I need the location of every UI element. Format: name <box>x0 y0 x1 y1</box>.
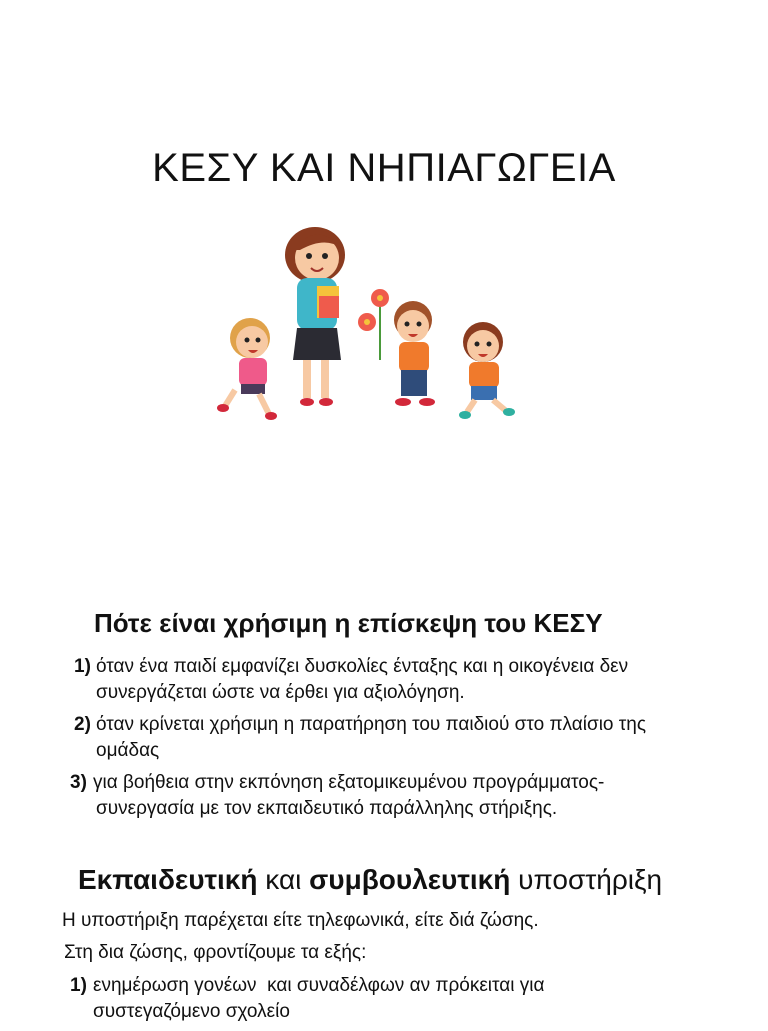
in-person-list <box>0 973 544 1031</box>
in-person-intro-text: Στη δια ζώσης, φροντίζουμε τα εξής: <box>64 942 367 963</box>
item-number: 2) <box>74 714 91 735</box>
list-item <box>0 973 544 1025</box>
boy-figure <box>358 289 435 406</box>
list-item <box>0 712 646 764</box>
heading-conjunction: και <box>257 864 310 895</box>
heading-bold-counseling: συμβουλευτική <box>309 864 511 895</box>
teacher-children-illustration <box>205 210 540 440</box>
item-text-line: συνεργασία με τον εκπαιδευτικό παράλληλης στήριξης. <box>96 798 558 819</box>
item-number: 1) <box>70 975 87 996</box>
item-text-line: συστεγαζόμενο σχολείο <box>93 1001 290 1022</box>
heading-end: υποστήριξη <box>510 864 663 895</box>
heading-bold-educational: Εκπαιδευτική <box>78 864 258 895</box>
section-heading-support <box>78 864 662 896</box>
girl-right-figure <box>459 322 515 419</box>
item-text-line: για βοήθεια στην εκπόνηση εξατομικευμένου προγράμματος- <box>93 772 605 793</box>
when-useful-list <box>0 654 646 828</box>
support-method-text: Η υποστήριξη παρέχεται είτε τηλεφωνικά, είτε διά ζώσης. <box>62 910 539 931</box>
page-title: ΚΕΣΥ ΚΑΙ ΝΗΠΙΑΓΩΓΕΙΑ <box>152 146 616 190</box>
item-text-line: ενημέρωση γονέων και συναδέλφων αν πρόκειται για <box>93 975 545 996</box>
item-number: 3) <box>70 772 87 793</box>
section-heading-when-useful: Πότε είναι χρήσιμη η επίσκεψη του ΚΕΣΥ <box>94 608 603 638</box>
girl-left-figure <box>217 318 277 420</box>
item-text-line: ομάδας <box>96 740 160 761</box>
item-text-line: συνεργάζεται ώστε να έρθει για αξιολόγηση. <box>96 682 465 703</box>
item-number: 1) <box>74 656 91 677</box>
list-item <box>0 770 646 822</box>
item-text-line: όταν ένα παιδί εμφανίζει δυσκολίες ένταξης και η οικογένεια δεν <box>96 656 629 677</box>
teacher-figure <box>285 227 345 406</box>
item-text-line: όταν κρίνεται χρήσιμη η παρατήρηση του παιδιού στο πλαίσιο της <box>96 714 646 735</box>
list-item <box>0 654 646 706</box>
